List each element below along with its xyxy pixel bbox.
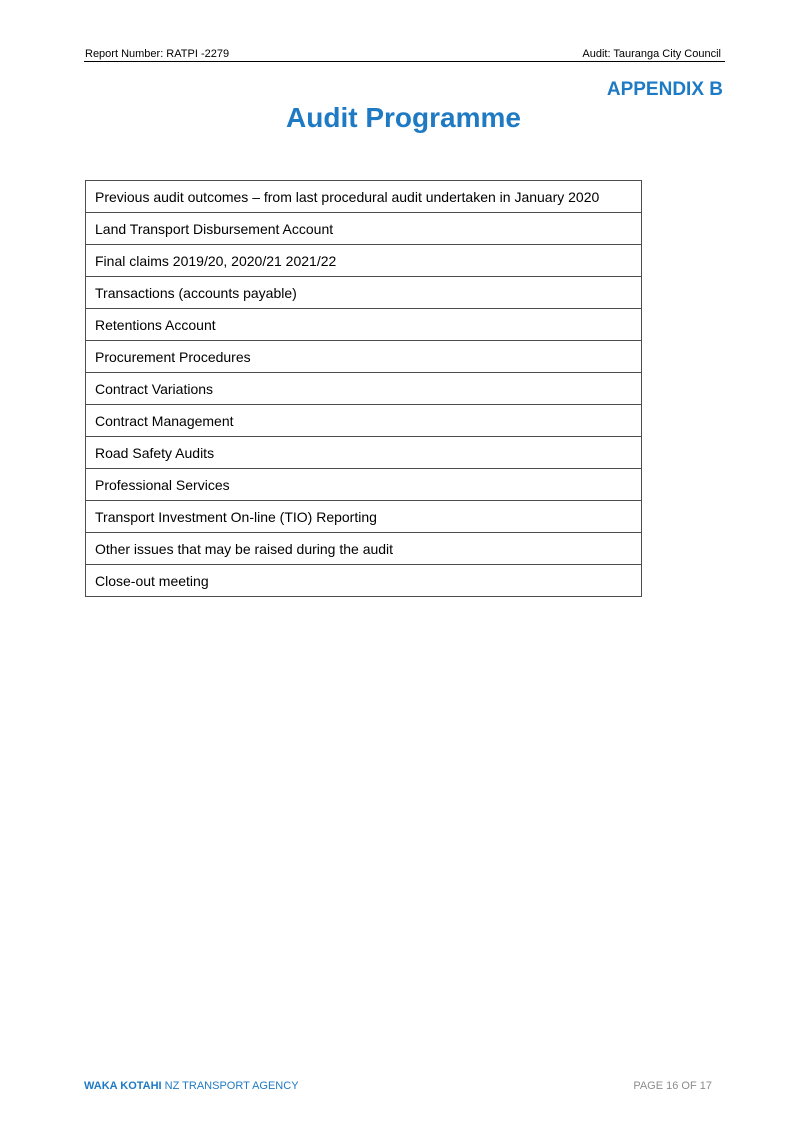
table-cell: Land Transport Disbursement Account — [86, 213, 642, 245]
audit-name: Audit: Tauranga City Council — [582, 48, 721, 60]
table-row — [86, 277, 642, 309]
table-row — [86, 501, 642, 533]
report-number: Report Number: RATPI -2279 — [85, 48, 230, 60]
footer-agency — [84, 1080, 299, 1092]
page-number: PAGE 16 OF 17 — [633, 1080, 712, 1092]
table-cell: Procurement Procedures — [86, 341, 642, 373]
table-cell: Close-out meeting — [86, 565, 642, 597]
page-header — [84, 47, 725, 62]
table-row — [86, 469, 642, 501]
table-row — [86, 437, 642, 469]
table-cell: Road Safety Audits — [86, 437, 642, 469]
table-cell: Transport Investment On-line (TIO) Reporting — [86, 501, 642, 533]
table-row — [86, 309, 642, 341]
table-cell: Contract Variations — [86, 373, 642, 405]
agency-name-bold: WAKA KOTAHI — [84, 1080, 162, 1092]
table-cell: Contract Management — [86, 405, 642, 437]
table-row — [86, 533, 642, 565]
table-cell: Transactions (accounts payable) — [86, 277, 642, 309]
table-row — [86, 405, 642, 437]
table-row — [86, 373, 642, 405]
table-row — [86, 245, 642, 277]
agency-name-rest: NZ TRANSPORT AGENCY — [161, 1080, 299, 1092]
table-row — [86, 181, 642, 213]
table-row — [86, 341, 642, 373]
table-cell: Professional Services — [86, 469, 642, 501]
table-cell: Other issues that may be raised during the audit — [86, 533, 642, 565]
table-cell: Previous audit outcomes – from last procedural audit undertaken in January 2020 — [86, 181, 642, 213]
table-row — [86, 565, 642, 597]
audit-programme-table — [85, 180, 642, 597]
table-cell: Final claims 2019/20, 2020/21 2021/22 — [86, 245, 642, 277]
table-cell: Retentions Account — [86, 309, 642, 341]
page-title: Audit Programme — [286, 102, 521, 133]
table-row — [86, 213, 642, 245]
appendix-label: APPENDIX B — [606, 79, 723, 100]
